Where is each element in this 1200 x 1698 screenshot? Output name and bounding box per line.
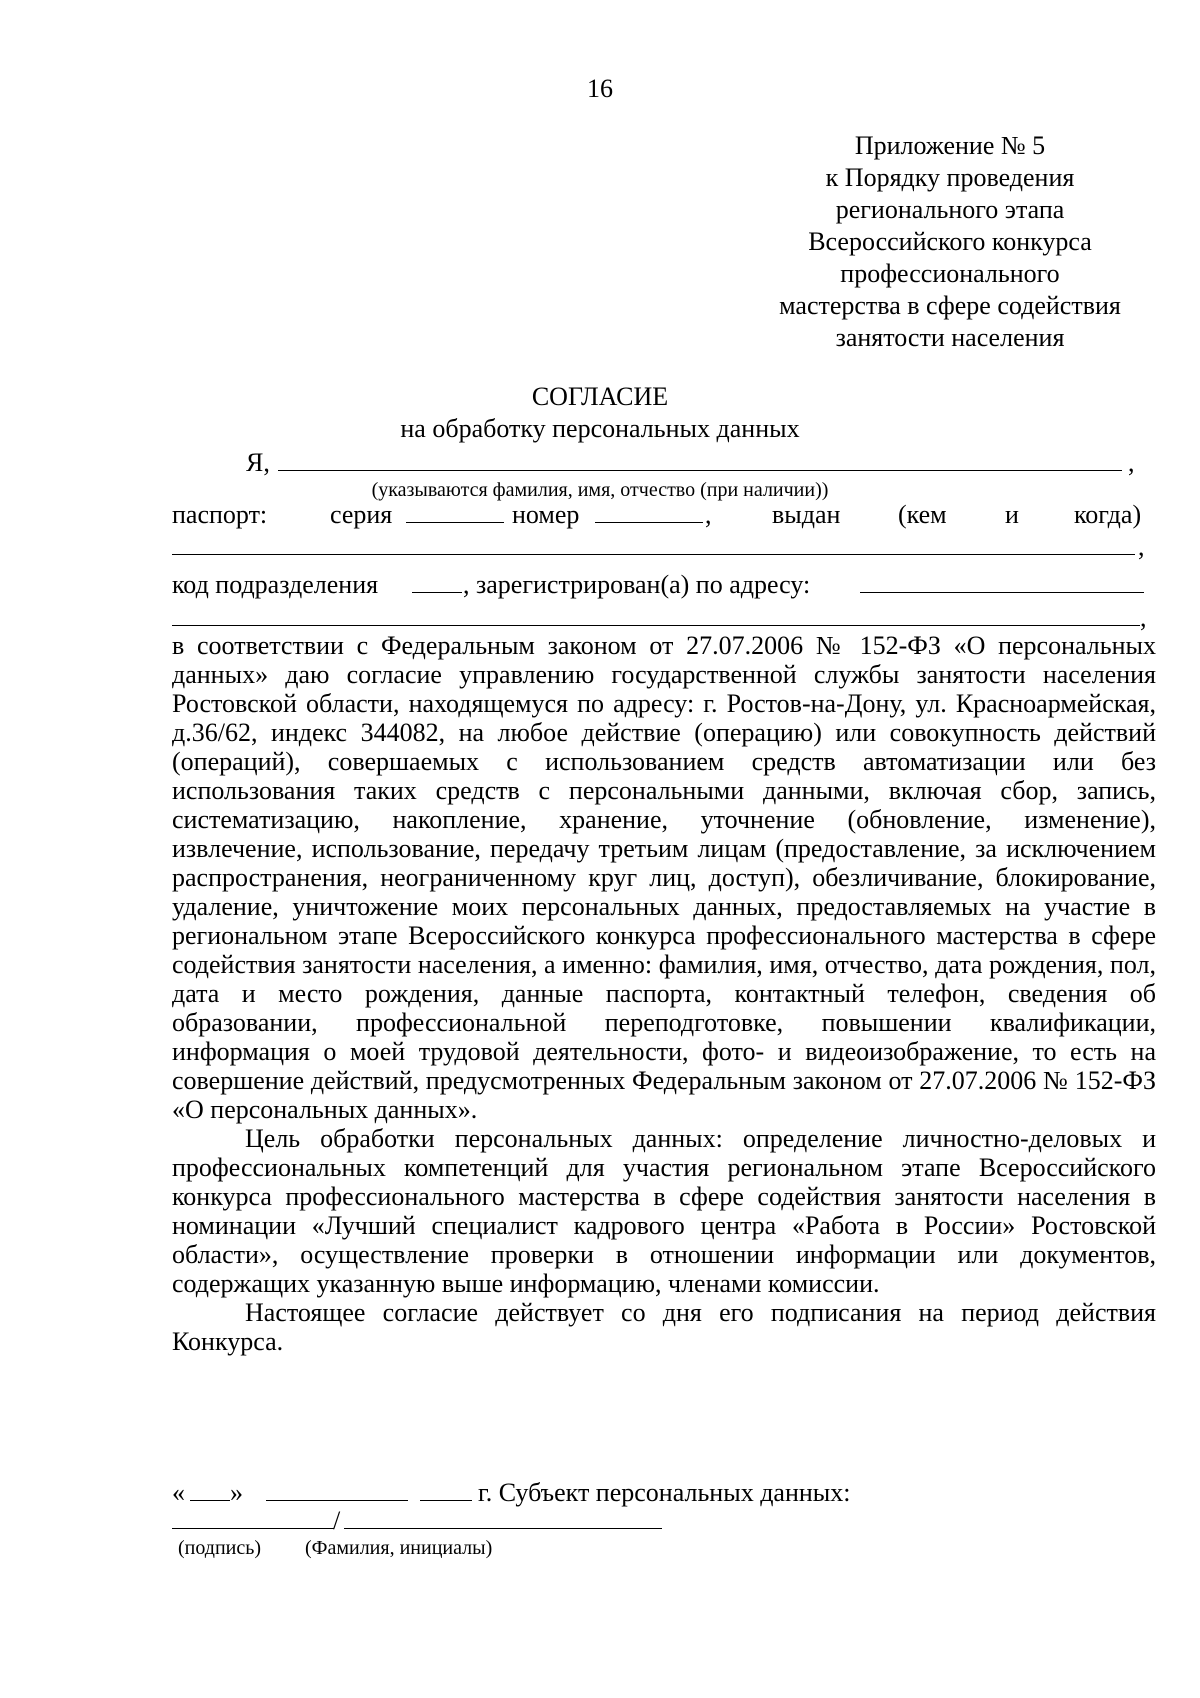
annex-line: занятости населения (835, 323, 1065, 352)
fio-comma: , (1128, 448, 1135, 477)
series-field[interactable] (406, 522, 504, 523)
day-field[interactable] (190, 1500, 230, 1501)
and-label: и (1005, 500, 1019, 529)
annex-line: профессионального (840, 259, 1060, 288)
signature-field[interactable] (172, 1528, 334, 1529)
annex-line: мастерства в сфере содействия (779, 291, 1121, 320)
annex-line: Приложение № 5 (854, 131, 1046, 160)
when-label: когда) (1074, 500, 1142, 529)
fio-hint: (указываются фамилия, имя, отчество (при наличии)) (371, 479, 829, 501)
year-field[interactable] (420, 1500, 472, 1501)
issued-by-field[interactable] (172, 554, 1135, 555)
passport-label: паспорт: (172, 500, 268, 529)
signature-slash: / (333, 1506, 341, 1535)
by-whom-label: (кем (898, 500, 947, 529)
issued-label: выдан (772, 500, 841, 529)
address-field-continued[interactable] (172, 625, 1140, 626)
signature-hint: (подпись) (178, 1537, 262, 1559)
name-initials-field[interactable] (344, 1528, 662, 1529)
month-field[interactable] (266, 1500, 408, 1501)
document-title: СОГЛАСИЕ (531, 382, 669, 411)
main-paragraph: в соответствии с Федеральным законом от 27.07.2006 № 152-ФЗ «О персональных данных» даю согласие управлению государственной службы занятости населения Ростовской области, находящемуся по адресу: г. Ростов-на-Дону, ул. Красноармейская, д.36/62, индекс 344082, на любое действие (операцию) или совокупность действий (операций), совершаемых с использованием средств автоматизации или без использования таких средств с персональными данными, включая сбор, запись, систематизацию, накопление, хранение, уточнение (обновление, изменение), извлечение, использование, передачу третьим лицам (предоставление, за исключением распространения, неограниченному круг лиц, доступ), обезличивание, блокирование, удаление, уничтожение моих персональных данных, предоставляемых на участие в региональном этапе Всероссийского конкурса профессионального мастерства в сфере содействия занятости населения, а именно: фамилия, имя, отчество, дата рождения, пол, дата и место рождения, данные паспорта, контактный телефон, сведения об образовании, профессиональной переподготовке, повышении квалификации, информация о моей трудовой деятельности, фото- и видеоизображение, то есть на совершение действий, предусмотренных Федеральным законом от 27.07.2006 № 152-ФЗ «О персональных данных». (172, 631, 1156, 1124)
date-open-quote: « (172, 1478, 185, 1507)
document-subtitle: на обработку персональных данных (400, 414, 800, 443)
fio-field[interactable] (278, 470, 1122, 471)
code-field[interactable] (412, 592, 462, 593)
consent-body (172, 631, 1156, 1356)
series-label: серия (330, 500, 393, 529)
purpose-paragraph: Цель обработки персональных данных: определение личностно-деловых и профессиональных компетенций для участия региональном этапе Всероссийского конкурса профессионального мастерства в сфере содействия занятости населения в номинации «Лучший специалист кадрового центра «Работа в России» Ростовской области», осуществление проверки в отношении информации или документов, содержащих указанную выше информацию, членами комиссии. (172, 1124, 1156, 1298)
subject-label: г. Субъект персональных данных: (478, 1478, 851, 1507)
annex-block (745, 130, 1155, 354)
annex-line: к Порядку проведения (825, 163, 1075, 192)
issued-comma: , (1138, 532, 1145, 561)
name-hint: (Фамилия, инициалы) (305, 1537, 493, 1559)
address-field[interactable] (860, 592, 1144, 593)
number-comma: , (705, 500, 712, 529)
address-comma: , (1140, 603, 1147, 632)
date-close-quote: » (230, 1478, 243, 1507)
code-label: код подразделения (172, 570, 379, 599)
number-field[interactable] (595, 522, 703, 523)
ya-label: Я, (246, 448, 270, 477)
number-label: номер (512, 500, 580, 529)
validity-paragraph: Настоящее согласие действует со дня его подписания на период действия Конкурса. (172, 1298, 1156, 1356)
annex-line: Всероссийского конкурса (808, 227, 1092, 256)
annex-line: регионального этапа (835, 195, 1065, 224)
page-number: 16 (587, 74, 613, 103)
registered-label: , зарегистрирован(а) по адресу: (463, 570, 811, 599)
